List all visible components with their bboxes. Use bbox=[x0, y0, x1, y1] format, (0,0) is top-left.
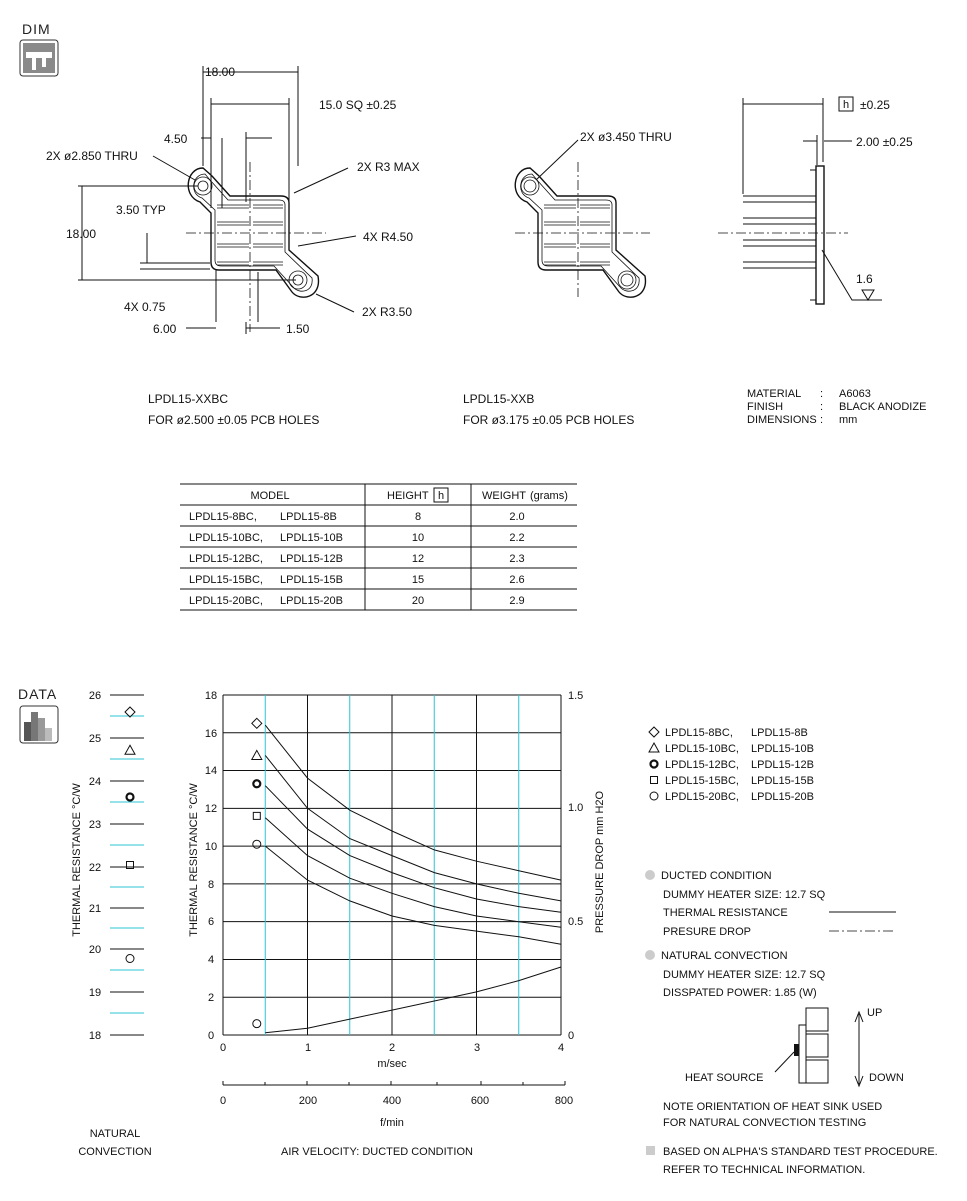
table-cell-model-b: LPDL15-10B bbox=[280, 532, 343, 544]
dim-section-label: DIM bbox=[22, 21, 51, 37]
dim-surface-1-6: 1.6 bbox=[856, 272, 873, 286]
legend-pressure-drop: PRESURE DROP bbox=[663, 926, 752, 938]
natural-x-label-2: CONVECTION bbox=[78, 1146, 152, 1158]
natural-title: NATURAL CONVECTION bbox=[661, 950, 788, 962]
main-grid bbox=[223, 695, 561, 1035]
y-tick-left: 16 bbox=[204, 728, 218, 740]
x-tick-fmin: 400 bbox=[382, 1095, 402, 1107]
variant-b-note: FOR ø3.175 ±0.05 PCB HOLES bbox=[463, 413, 635, 427]
data-section-label: DATA bbox=[18, 686, 58, 702]
legend-model-bc: LPDL15-15BC, bbox=[665, 775, 739, 787]
dim-r3-50: 2X R3.50 bbox=[362, 305, 413, 319]
legend-markers bbox=[649, 727, 659, 800]
table-cell-model-bc: LPDL15-8BC, bbox=[189, 511, 257, 523]
y-tick-left: 2 bbox=[207, 992, 215, 1004]
table-header-weight-unit: (grams) bbox=[530, 490, 568, 502]
thermal-resistance-line-5 bbox=[265, 846, 561, 944]
table-cell-model-b: LPDL15-20B bbox=[280, 595, 343, 607]
y-axis-left-label: THERMAL RESISTANCE °C/W bbox=[188, 783, 200, 937]
natural-point-marker bbox=[126, 955, 134, 963]
dim-r3-max: 2X R3 MAX bbox=[357, 160, 420, 174]
table-cell-height: 12 bbox=[411, 553, 425, 565]
legend-model-bc: LPDL15-10BC, bbox=[665, 743, 739, 755]
spec-value: A6063 bbox=[839, 388, 871, 400]
table-cell-model-bc: LPDL15-10BC, bbox=[189, 532, 263, 544]
dim-6-00: 6.00 bbox=[153, 322, 177, 336]
table-header-height: HEIGHT bbox=[387, 490, 429, 502]
footnote-line-1: BASED ON ALPHA'S STANDARD TEST PROCEDURE. bbox=[663, 1146, 938, 1158]
main-ticks bbox=[205, 690, 583, 1107]
legend-model-b: LPDL15-20B bbox=[751, 791, 814, 803]
table-cell-model-bc: LPDL15-20BC, bbox=[189, 595, 263, 607]
x-tick-fmin: 600 bbox=[470, 1095, 490, 1107]
table-row bbox=[189, 532, 525, 544]
main-chart-marker bbox=[253, 1020, 261, 1028]
table-cell-height: 15 bbox=[411, 574, 425, 586]
legend-marker bbox=[650, 792, 658, 800]
legend-model-b: LPDL15-15B bbox=[751, 775, 814, 787]
thermal-resistance-line-4 bbox=[265, 818, 561, 928]
table-row bbox=[189, 595, 525, 607]
spec-block bbox=[747, 388, 926, 426]
caliper-icon bbox=[20, 40, 58, 76]
main-chart-marker bbox=[252, 750, 262, 759]
drawing-side-view bbox=[718, 97, 913, 304]
table-cell-height: 20 bbox=[411, 595, 425, 607]
orientation-note-1: NOTE ORIENTATION OF HEAT SINK USED bbox=[663, 1101, 883, 1113]
natural-y-tick: 21 bbox=[88, 903, 102, 915]
spec-value: mm bbox=[839, 414, 858, 426]
table-cell-model-bc: LPDL15-12BC, bbox=[189, 553, 263, 565]
bar-chart-icon bbox=[20, 706, 58, 743]
main-series bbox=[252, 718, 561, 1032]
spec-value: BLACK ANODIZE bbox=[839, 401, 927, 413]
natural-y-tick: 20 bbox=[88, 944, 102, 956]
natural-y-tick: 26 bbox=[88, 690, 102, 702]
main-chart-marker bbox=[252, 718, 262, 728]
natural-point-marker bbox=[127, 794, 134, 801]
main-chart-marker bbox=[253, 840, 261, 848]
bullet-icon bbox=[645, 950, 655, 960]
y-tick-left: 6 bbox=[207, 916, 215, 928]
legend-marker bbox=[649, 727, 659, 737]
legend-model-bc: LPDL15-20BC, bbox=[665, 791, 739, 803]
h-box-label: h bbox=[843, 99, 850, 111]
variant-bc-note: FOR ø2.500 ±0.05 PCB HOLES bbox=[148, 413, 320, 427]
y-tick-left: 8 bbox=[207, 879, 215, 891]
y-tick-left: 12 bbox=[204, 803, 218, 815]
natural-y-tick: 19 bbox=[88, 987, 102, 999]
footnote-line-2: REFER TO TECHNICAL INFORMATION. bbox=[663, 1164, 866, 1176]
drawing-top-view-b bbox=[515, 130, 672, 297]
legend-marker bbox=[651, 777, 658, 784]
table-cell-model-b: LPDL15-8B bbox=[280, 511, 337, 523]
dim-18-00-left: 18.00 bbox=[66, 227, 97, 241]
dim-4-50: 4.50 bbox=[164, 132, 188, 146]
y-tick-left: 14 bbox=[204, 765, 218, 777]
fmin-axis bbox=[223, 1081, 565, 1085]
main-chart-marker bbox=[253, 780, 260, 787]
spec-label: MATERIAL bbox=[747, 388, 802, 400]
spec-sep: : bbox=[820, 388, 824, 400]
legend-model-b: LPDL15-12B bbox=[751, 759, 814, 771]
main-chart-marker bbox=[253, 812, 260, 819]
table-cell-weight: 2.6 bbox=[509, 574, 525, 586]
variant-b-name: LPDL15-XXB bbox=[463, 392, 535, 406]
thermal-resistance-line-2 bbox=[265, 755, 561, 901]
dim-18-00-top: 18.00 bbox=[205, 65, 236, 79]
dim-h-tolerance: ±0.25 bbox=[860, 98, 890, 112]
natural-x-label-1: NATURAL bbox=[89, 1128, 141, 1140]
drawing-top-view-bc bbox=[46, 65, 420, 336]
footnote bbox=[646, 1146, 938, 1176]
legend-model-b: LPDL15-8B bbox=[751, 727, 808, 739]
table-cell-model-b: LPDL15-12B bbox=[280, 553, 343, 565]
legend-model-bc: LPDL15-8BC, bbox=[665, 727, 733, 739]
natural-convection-notes bbox=[645, 950, 826, 999]
natural-y-tick: 25 bbox=[88, 733, 102, 745]
chart-caption: AIR VELOCITY: DUCTED CONDITION bbox=[281, 1146, 473, 1158]
dim-0-75: 4X 0.75 bbox=[124, 300, 166, 314]
orientation-note-2: FOR NATURAL CONVECTION TESTING bbox=[663, 1117, 867, 1129]
table-cell-height: 10 bbox=[411, 532, 425, 544]
y-tick-left: 10 bbox=[204, 841, 218, 853]
natural-y-axis-label: THERMAL RESISTANCE °C/W bbox=[71, 783, 83, 937]
variant-bc-name: LPDL15-XXBC bbox=[148, 392, 229, 406]
natural-y-tick: 24 bbox=[88, 776, 102, 788]
x-tick-fmin: 200 bbox=[298, 1095, 318, 1107]
table-header-model: MODEL bbox=[250, 490, 290, 502]
pressure-drop-line bbox=[265, 967, 561, 1033]
y-tick-right: 1.5 bbox=[568, 690, 584, 702]
bullet-icon bbox=[646, 1146, 655, 1155]
ducted-heater: DUMMY HEATER SIZE: 12.7 SQ bbox=[663, 889, 826, 901]
table-row bbox=[189, 553, 525, 565]
dim-1-50: 1.50 bbox=[286, 322, 310, 336]
up-label: UP bbox=[867, 1007, 883, 1019]
x-axis-ms-label: m/sec bbox=[377, 1058, 407, 1070]
dim-2-00: 2.00 ±0.25 bbox=[856, 135, 913, 149]
y-tick-left: 0 bbox=[207, 1030, 215, 1042]
orientation-diagram bbox=[663, 1007, 904, 1129]
natural-y-tick: 23 bbox=[88, 819, 102, 831]
table-header-weight: WEIGHT bbox=[482, 490, 526, 502]
y-axis-right-label: PRESSURE DROP mm H2O bbox=[594, 790, 606, 934]
heat-source-label: HEAT SOURCE bbox=[685, 1072, 764, 1084]
dim-15-sq: 15.0 SQ ±0.25 bbox=[319, 98, 397, 112]
x-tick-ms: 3 bbox=[473, 1042, 481, 1054]
legend bbox=[665, 727, 814, 803]
spec-label: FINISH bbox=[747, 401, 784, 413]
dim-3-50-typ: 3.50 TYP bbox=[116, 203, 166, 217]
x-tick-fmin: 800 bbox=[554, 1095, 574, 1107]
natural-y-tick: 22 bbox=[88, 862, 102, 874]
natural-point-marker bbox=[125, 745, 135, 754]
dim-r4-50: 4X R4.50 bbox=[363, 230, 414, 244]
dim-hole-bc: 2X ø2.850 THRU bbox=[46, 149, 138, 163]
natural-convection-chart bbox=[71, 690, 152, 1158]
ducted-condition-notes bbox=[645, 870, 896, 938]
legend-thermal-resistance: THERMAL RESISTANCE bbox=[663, 907, 788, 919]
legend-model-bc: LPDL15-12BC, bbox=[665, 759, 739, 771]
y-tick-right: 0.5 bbox=[568, 916, 584, 928]
dim-hole-b: 2X ø3.450 THRU bbox=[580, 130, 672, 144]
x-tick-fmin: 0 bbox=[219, 1095, 227, 1107]
x-tick-ms: 1 bbox=[304, 1042, 312, 1054]
spec-sep: : bbox=[820, 401, 824, 413]
natural-points bbox=[125, 707, 135, 963]
x-tick-ms: 2 bbox=[388, 1042, 396, 1054]
y-tick-right: 0 bbox=[568, 1030, 575, 1042]
x-axis-fmin-label: f/min bbox=[380, 1117, 404, 1129]
x-tick-ms: 4 bbox=[557, 1042, 565, 1054]
down-label: DOWN bbox=[869, 1072, 904, 1084]
y-tick-right: 1.0 bbox=[568, 802, 584, 814]
natural-heater: DUMMY HEATER SIZE: 12.7 SQ bbox=[663, 969, 826, 981]
legend-marker bbox=[649, 743, 659, 752]
x-tick-ms: 0 bbox=[219, 1042, 227, 1054]
natural-y-tick: 18 bbox=[88, 1030, 102, 1042]
table-cell-weight: 2.2 bbox=[509, 532, 525, 544]
table-row bbox=[189, 511, 525, 523]
ducted-chart bbox=[188, 690, 606, 1158]
table-cell-model-bc: LPDL15-15BC, bbox=[189, 574, 263, 586]
table-cell-height: 8 bbox=[414, 511, 422, 523]
model-table bbox=[180, 484, 577, 610]
ducted-title: DUCTED CONDITION bbox=[661, 870, 772, 882]
table-row bbox=[189, 574, 525, 586]
y-tick-left: 4 bbox=[207, 954, 215, 966]
table-cell-model-b: LPDL15-15B bbox=[280, 574, 343, 586]
spec-sep: : bbox=[820, 414, 824, 426]
table-cell-weight: 2.0 bbox=[509, 511, 525, 523]
natural-power: DISSPATED POWER: 1.85 (W) bbox=[663, 987, 817, 999]
table-cell-weight: 2.9 bbox=[509, 595, 525, 607]
legend-marker bbox=[651, 761, 658, 768]
y-tick-left: 18 bbox=[204, 690, 218, 702]
legend-model-b: LPDL15-10B bbox=[751, 743, 814, 755]
spec-label: DIMENSIONS bbox=[747, 414, 817, 426]
bullet-icon bbox=[645, 870, 655, 880]
table-cell-weight: 2.3 bbox=[509, 553, 525, 565]
table-header-h: h bbox=[438, 490, 445, 502]
